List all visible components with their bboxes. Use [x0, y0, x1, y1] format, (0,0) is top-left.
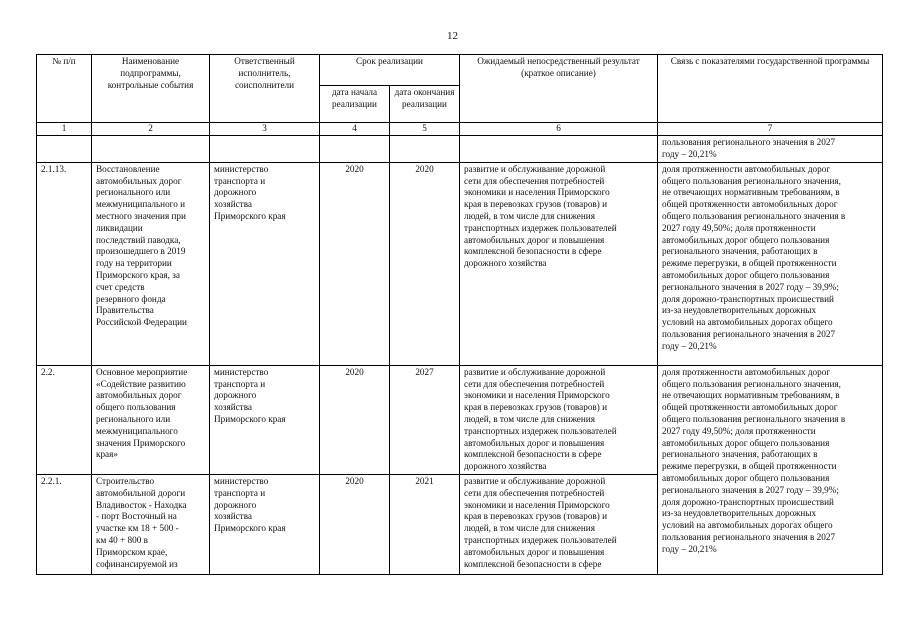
- row-indicator-link: доля протяженности автомобильных дорог общего пользования регионального значения, не отвечающих нормативным требованиям, в общей протяженности автомобильных дорог общего пользования регионального значения в 2027 году 49,50%; доля протяженности автомобильных дорог общего пользования регионального значения, работающих в режиме перегрузки, в общей протяженности автомобильных дорог общего пользования регионального значения в 2027 году – 39,9%; доля дорожно-транспортных происшествий из-за неудовлетворительных дорожных условий на автомобильных дорогах общего пользования регионального значения в 2027 году – 20,21%: [658, 162, 883, 365]
- column-number: 1: [37, 123, 92, 136]
- row-name: Строительство автомобильной дороги Владивосток - Находка - порт Восточный на участке км 18 + 500 - км 40 + 800 в Приморском крае, софинансируемой из: [92, 474, 210, 574]
- header-executor: Ответственный исполнитель, соисполнители: [210, 55, 320, 123]
- row-executor: министерство транспорта и дорожного хозяйства Приморского края: [210, 162, 320, 365]
- row-end-year: 2021: [390, 474, 460, 574]
- header-start-date: дата начала реализации: [320, 86, 390, 123]
- row-name: Основное мероприятие «Содействие развитию автомобильных дорог общего пользования регионального или межмуниципального значения Приморского края»: [92, 365, 210, 474]
- header-row: [37, 55, 883, 86]
- row-start-year: 2020: [320, 162, 390, 365]
- header-end-date: дата окончания реализации: [390, 86, 460, 123]
- header-num: № п/п: [37, 55, 92, 123]
- row-start-year: 2020: [320, 474, 390, 574]
- table-row: [37, 162, 883, 365]
- column-number-row: [37, 123, 883, 136]
- header-period: Срок реализации: [320, 55, 460, 86]
- column-number: 5: [390, 123, 460, 136]
- continuation-text: пользования регионального значения в 2027 году – 20,21%: [658, 135, 883, 162]
- row-result: развитие и обслуживание дорожной сети для обеспечения потребностей экономики и населения Приморского края в перевозках грузов (товаров) и людей, в том числе для снижения транспортных издержек пользователей автомобильных дорог и повышения комплексной безопасности в сфере дорожного хозяйства: [460, 162, 658, 365]
- row-result: развитие и обслуживание дорожной сети для обеспечения потребностей экономики и населения Приморского края в перевозках грузов (товаров) и людей, в том числе для снижения транспортных издержек пользователей автомобильных дорог и повышения комплексной безопасности в сфере дорожного хозяйства: [460, 365, 658, 474]
- header-link: Связь с показателями государственной программы: [658, 55, 883, 123]
- row-indicator-link: доля протяженности автомобильных дорог общего пользования регионального значения, не отвечающих нормативным требованиям, в общей протяженности автомобильных дорог общего пользования регионального значения в 2027 году 49,50%; доля протяженности автомобильных дорог общего пользования регионального значения, работающих в режиме перегрузки, в общей протяженности автомобильных дорог общего пользования регионального значения в 2027 году – 39,9%; доля дорожно-транспортных происшествий из-за неудовлетворительных дорожных условий на автомобильных дорогах общего пользования регионального значения в 2027 году – 20,21%: [658, 365, 883, 574]
- row-start-year: 2020: [320, 365, 390, 474]
- row-end-year: 2027: [390, 365, 460, 474]
- column-number: 3: [210, 123, 320, 136]
- column-number: 4: [320, 123, 390, 136]
- page-number: 12: [447, 30, 458, 42]
- continuation-row: [37, 135, 883, 162]
- header-result: Ожидаемый непосредственный результат (краткое описание): [460, 55, 658, 123]
- row-result: развитие и обслуживание дорожной сети для обеспечения потребностей экономики и населения Приморского края в перевозках грузов (товаров) и людей, в том числе для снижения транспортных издержек пользователей автомобильных дорог и повышения комплексной безопасности в сфере: [460, 474, 658, 574]
- row-number: 2.2.: [37, 365, 92, 474]
- header-name: Наименование подпрограммы, контрольные события: [92, 55, 210, 123]
- column-number: 6: [460, 123, 658, 136]
- row-executor: министерство транспорта и дорожного хозяйства Приморского края: [210, 474, 320, 574]
- row-number: 2.2.1.: [37, 474, 92, 574]
- table-row: [37, 365, 883, 474]
- row-executor: министерство транспорта и дорожного хозяйства Приморского края: [210, 365, 320, 474]
- row-name: Восстановление автомобильных дорог регионального или межмуниципального и местного значения при ликвидации последствий паводка, произошедшего в 2019 году на территории Приморского края, за счет средств резервного фонда Правительства Российской Федерации: [92, 162, 210, 365]
- column-number: 2: [92, 123, 210, 136]
- row-number: 2.1.13.: [37, 162, 92, 365]
- row-end-year: 2020: [390, 162, 460, 365]
- column-number: 7: [658, 123, 883, 136]
- program-table: [36, 54, 883, 575]
